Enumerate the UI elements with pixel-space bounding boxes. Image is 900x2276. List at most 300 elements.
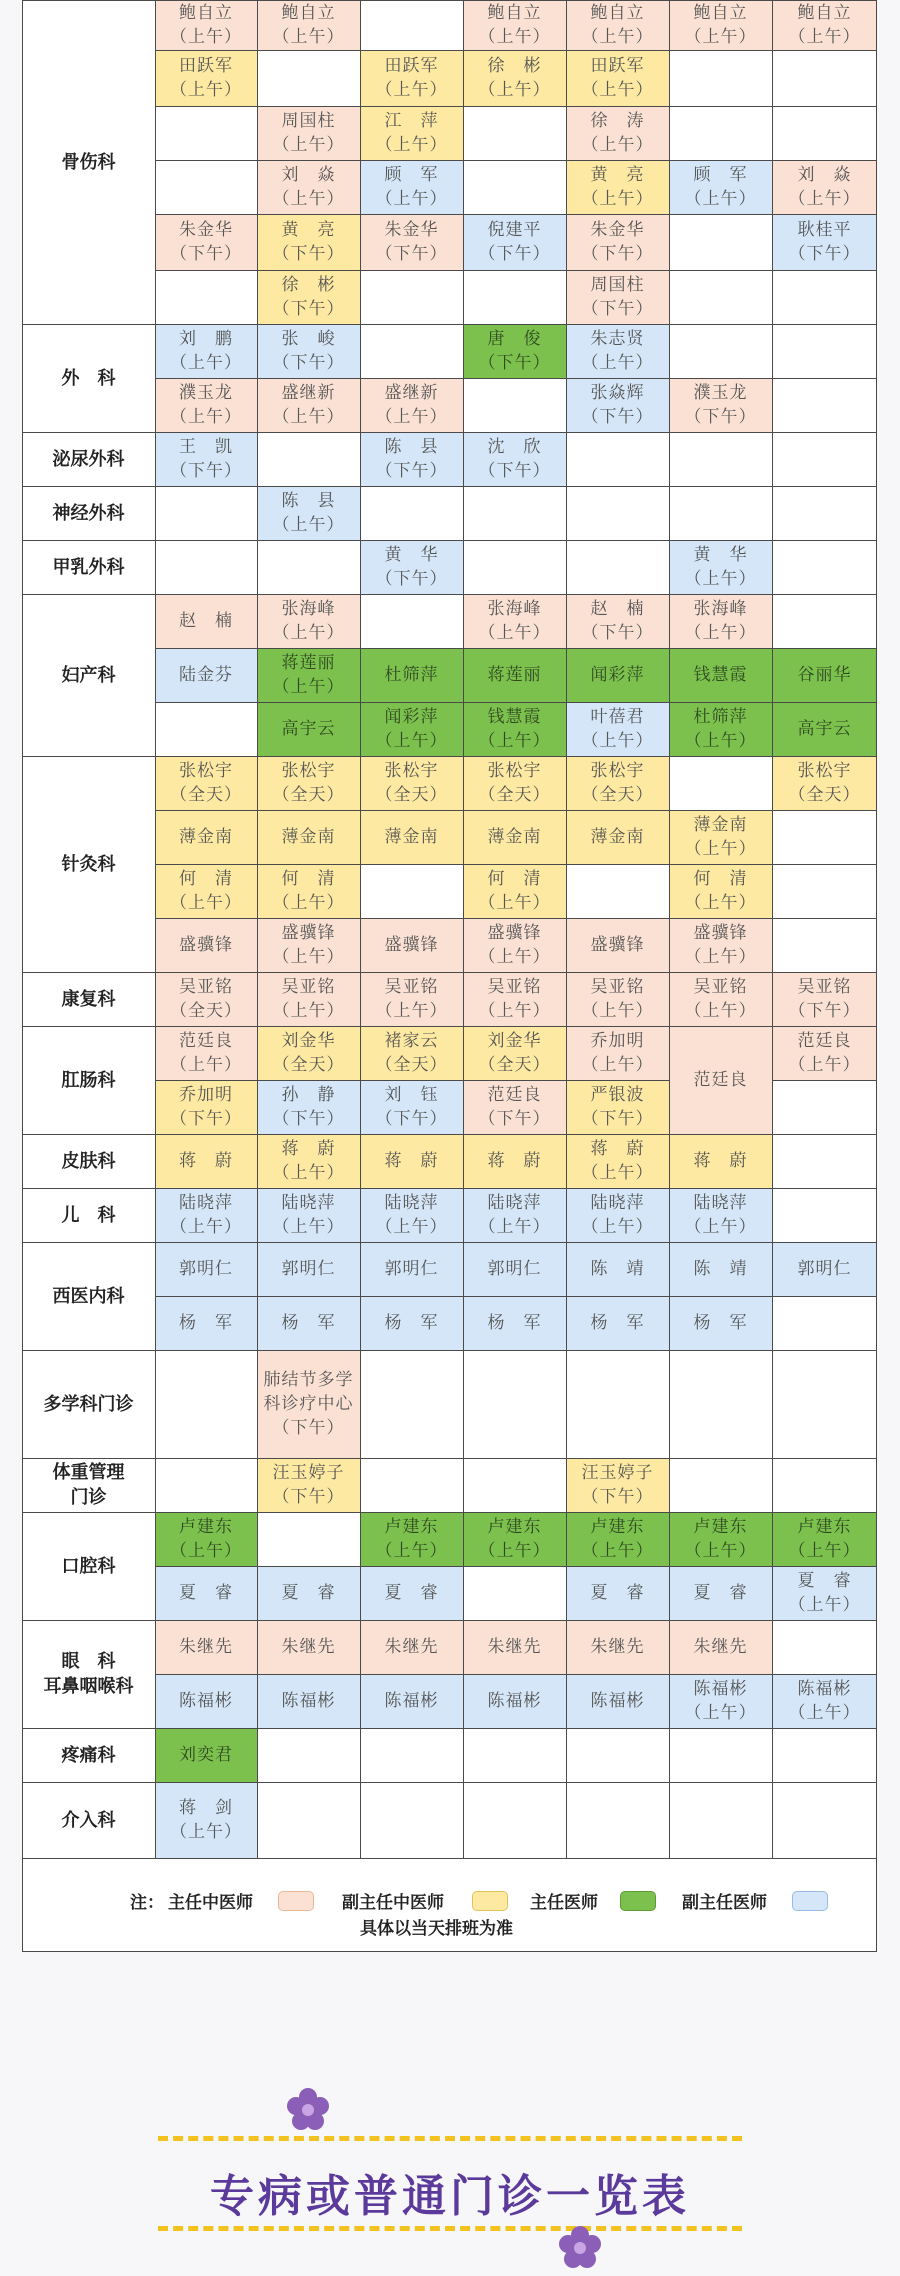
- doctor-name: 蒋 蔚: [281, 1139, 336, 1159]
- doctor-name: 徐 涛: [590, 111, 645, 131]
- legend-footnote: 具体以当天排班为准: [360, 1919, 513, 1939]
- schedule-cell: [566, 702, 669, 756]
- schedule-cell: [257, 214, 360, 270]
- schedule-cell: [257, 1080, 360, 1134]
- grid-line: [22, 324, 877, 325]
- section-title: 专病或普通门诊一览表: [210, 2171, 690, 2222]
- grid-line: [155, 50, 877, 51]
- schedule-cell: [257, 1566, 360, 1620]
- doctor-name: 徐 彬: [487, 56, 542, 76]
- schedule-cell: [155, 1728, 257, 1782]
- grid-line: [22, 1188, 877, 1189]
- legend-label-associate-chief: 副主任医师: [682, 1893, 767, 1913]
- session-time: （全天）: [272, 1055, 345, 1075]
- doctor-name: 黄 华: [384, 545, 439, 565]
- department-surgery: 外 科: [61, 367, 116, 389]
- legend-swatch-chief-tcm: [278, 1891, 314, 1911]
- legend-label-chief: 主任医师: [530, 1893, 598, 1913]
- session-time: （下午）: [272, 1109, 345, 1129]
- session-time: （下午）: [272, 353, 345, 373]
- department-acupuncture: 针灸科: [61, 853, 116, 875]
- department-pediatrics: 儿 科: [61, 1204, 116, 1226]
- doctor-name: 盛骥锋: [590, 935, 645, 955]
- schedule-cell: [566, 1458, 669, 1512]
- doctor-name: 耿桂平: [797, 220, 852, 240]
- doctor-name: 刘奕君: [179, 1745, 233, 1765]
- session-time: （上午）: [375, 80, 448, 100]
- doctor-name: 卢建东: [590, 1517, 645, 1537]
- schedule-cell: [772, 160, 877, 214]
- session-time: （下午）: [581, 407, 654, 427]
- schedule-cell: [155, 1512, 257, 1566]
- schedule-table: [22, 0, 877, 1952]
- schedule-cell: [257, 594, 360, 648]
- schedule-cell: [669, 378, 772, 432]
- session-time: （上午）: [684, 1001, 757, 1021]
- doctor-name: 张松宇: [487, 761, 542, 781]
- schedule-cell: [566, 1134, 669, 1188]
- schedule-cell: [257, 106, 360, 160]
- schedule-cell: [566, 648, 669, 702]
- session-time: （上午）: [272, 515, 345, 535]
- session-time: （下午）: [478, 244, 551, 264]
- session-time: （上午）: [684, 731, 757, 751]
- session-time: （上午）: [581, 1541, 654, 1561]
- doctor-name: 唐 俊: [487, 329, 542, 349]
- session-time: （上午）: [478, 623, 551, 643]
- doctor-name: 杨 军: [487, 1313, 542, 1333]
- doctor-name: 卢建东: [384, 1517, 439, 1537]
- session-time: （上午）: [684, 189, 757, 209]
- session-time: （上午）: [375, 1541, 448, 1561]
- session-time: （下午）: [375, 1109, 448, 1129]
- session-time: （上午）: [272, 407, 345, 427]
- schedule-cell: [669, 1512, 772, 1566]
- department-rehab: 康复科: [61, 988, 116, 1010]
- schedule-cell: [360, 972, 463, 1026]
- schedule-cell: [155, 432, 257, 486]
- schedule-cell: [257, 1620, 360, 1674]
- department-multidisciplinary: 多学科门诊: [43, 1393, 134, 1415]
- schedule-cell: [155, 0, 257, 50]
- schedule-cell: [257, 486, 360, 540]
- session-time: （上午）: [581, 731, 654, 751]
- doctor-name: 陈 靖: [693, 1259, 748, 1279]
- schedule-cell: [360, 1620, 463, 1674]
- schedule-cell: [360, 378, 463, 432]
- session-time: （上午）: [272, 623, 345, 643]
- session-time: （上午）: [170, 80, 242, 100]
- schedule-cell: [566, 756, 669, 810]
- schedule-cell: [155, 324, 257, 378]
- schedule-cell: [772, 648, 877, 702]
- doctor-name: 钱慧霞: [693, 665, 748, 685]
- schedule-cell: [155, 1134, 257, 1188]
- doctor-name: 倪建平: [487, 220, 542, 240]
- doctor-name: 陆晓萍: [487, 1193, 542, 1213]
- doctor-name: 薄金南: [384, 827, 439, 847]
- schedule-cell: [360, 648, 463, 702]
- doctor-name: 卢建东: [487, 1517, 542, 1537]
- schedule-cell: [566, 972, 669, 1026]
- doctor-name: 吴亚铭: [384, 977, 439, 997]
- doctor-name: 陆晓萍: [384, 1193, 439, 1213]
- grid-line: [22, 540, 877, 541]
- doctor-name: 郭明仁: [179, 1259, 233, 1279]
- doctor-name: 薄金南: [179, 827, 233, 847]
- doctor-name: 陈福彬: [179, 1691, 233, 1711]
- doctor-name: 朱金华: [179, 220, 233, 240]
- schedule-cell: [360, 1134, 463, 1188]
- schedule-cell: [257, 1026, 360, 1080]
- session-time: （上午）: [478, 731, 551, 751]
- grid-line: [669, 0, 670, 1858]
- session-time: （下午）: [272, 1487, 345, 1507]
- doctor-name: 何 清: [281, 869, 336, 889]
- doctor-name: 陆金芬: [179, 665, 233, 685]
- legend-swatch-associate-chief-tcm: [472, 1891, 508, 1911]
- doctor-name: 蒋莲丽: [487, 665, 542, 685]
- schedule-cell: [566, 378, 669, 432]
- dashed-divider-top: [158, 2136, 742, 2141]
- session-time: （上午）: [581, 353, 654, 373]
- doctor-name: 朱金华: [384, 220, 439, 240]
- doctor-name: 陆晓萍: [179, 1193, 233, 1213]
- grid-line: [772, 0, 773, 1858]
- schedule-cell: [566, 1026, 669, 1080]
- schedule-cell: [257, 0, 360, 50]
- session-time: （上午）: [581, 189, 654, 209]
- session-time: （上午）: [788, 189, 861, 209]
- doctor-name: 夏 睿: [797, 1571, 852, 1591]
- schedule-cell: [257, 1296, 360, 1350]
- session-time: （下午）: [272, 1418, 345, 1438]
- legend-note-prefix: 注：: [130, 1893, 164, 1913]
- doctor-name: 张海峰: [487, 599, 542, 619]
- doctor-name: 黄 亮: [281, 220, 336, 240]
- session-time: （上午）: [375, 407, 448, 427]
- session-time: （下午）: [170, 244, 242, 264]
- session-time: （全天）: [788, 785, 861, 805]
- schedule-cell: [669, 594, 772, 648]
- schedule-cell: [463, 864, 566, 918]
- doctor-name: 蒋 蔚: [693, 1151, 748, 1171]
- session-time: （全天）: [478, 1055, 551, 1075]
- session-time: （上午）: [684, 947, 757, 967]
- grid-line: [22, 1350, 877, 1351]
- doctor-name: 陆晓萍: [590, 1193, 645, 1213]
- schedule-cell: [360, 918, 463, 972]
- doctor-name: 闻彩萍: [590, 665, 645, 685]
- schedule-cell: [669, 1188, 772, 1242]
- doctor-name: 严银波: [590, 1085, 645, 1105]
- doctor-name: 朱继先: [487, 1637, 542, 1657]
- doctor-name: 汪玉婷子: [581, 1463, 654, 1483]
- doctor-name: 黄 亮: [590, 165, 645, 185]
- schedule-cell: [669, 648, 772, 702]
- schedule-cell: [669, 918, 772, 972]
- session-time: （下午）: [272, 299, 345, 319]
- doctor-name: 范廷良: [797, 1031, 852, 1051]
- session-time: （上午）: [170, 1822, 242, 1842]
- doctor-name: 杜筛萍: [384, 665, 439, 685]
- schedule-cell: [463, 0, 566, 50]
- schedule-cell: [257, 324, 360, 378]
- session-time: （上午）: [375, 189, 448, 209]
- doctor-name: 乔加明: [590, 1031, 645, 1051]
- schedule-cell: [772, 702, 877, 756]
- schedule-cell: [772, 1026, 877, 1080]
- doctor-name: 鲍自立: [487, 3, 542, 23]
- schedule-cell: [155, 1242, 257, 1296]
- doctor-name: 顾 军: [384, 165, 439, 185]
- doctor-name: 刘 钰: [384, 1085, 439, 1105]
- doctor-name: 濮玉龙: [179, 383, 233, 403]
- doctor-name: 鲍自立: [590, 3, 645, 23]
- schedule-cell: [669, 1134, 772, 1188]
- doctor-name: 朱志贤: [590, 329, 645, 349]
- session-time: （上午）: [788, 1703, 861, 1723]
- session-time: （上午）: [788, 1055, 861, 1075]
- doctor-name: 朱继先: [179, 1637, 233, 1657]
- schedule-cell: [772, 1242, 877, 1296]
- schedule-cell: [463, 1296, 566, 1350]
- doctor-name: 张海峰: [693, 599, 748, 619]
- grid-line: [22, 1242, 877, 1243]
- schedule-cell: [566, 594, 669, 648]
- session-time: （上午）: [684, 1217, 757, 1237]
- schedule-cell: [463, 1674, 566, 1728]
- session-time: （上午）: [478, 1217, 551, 1237]
- doctor-name: 蒋 蔚: [384, 1151, 439, 1171]
- session-time: （下午）: [581, 299, 654, 319]
- session-time: （上午）: [478, 893, 551, 913]
- schedule-cell: [257, 378, 360, 432]
- schedule-cell: [566, 324, 669, 378]
- schedule-cell: [669, 1296, 772, 1350]
- schedule-cell: [669, 160, 772, 214]
- schedule-cell: [566, 918, 669, 972]
- department-thyroid: 甲乳外科: [52, 556, 125, 578]
- session-time: （上午）: [581, 80, 654, 100]
- session-time: （上午）: [170, 353, 242, 373]
- grid-line: [22, 1858, 877, 1859]
- session-time: （全天）: [272, 785, 345, 805]
- schedule-cell: [257, 702, 360, 756]
- session-time: （上午）: [375, 135, 448, 155]
- doctor-name: 鲍自立: [693, 3, 748, 23]
- session-time: （上午）: [684, 839, 757, 859]
- schedule-cell: [155, 756, 257, 810]
- doctor-name: 张焱辉: [590, 383, 645, 403]
- doctor-name: 田跃军: [590, 56, 645, 76]
- session-time: （上午）: [272, 947, 345, 967]
- doctor-name: 夏 睿: [693, 1583, 748, 1603]
- legend-label-chief-tcm: 主任中医师: [168, 1893, 253, 1913]
- session-time: （上午）: [375, 1217, 448, 1237]
- doctor-name: 陆晓萍: [693, 1193, 748, 1213]
- grid-line: [566, 0, 567, 1858]
- doctor-name: 朱金华: [590, 220, 645, 240]
- schedule-cell: [257, 864, 360, 918]
- schedule-cell: [566, 1296, 669, 1350]
- department-western_internal: 西医内科: [52, 1285, 125, 1307]
- schedule-cell: [772, 1512, 877, 1566]
- legend: [22, 1876, 877, 1952]
- doctor-name: 鲍自立: [281, 3, 336, 23]
- doctor-name: 朱继先: [693, 1637, 748, 1657]
- doctor-name: 张松宇: [384, 761, 439, 781]
- schedule-cell: [360, 1188, 463, 1242]
- doctor-name: 刘金华: [487, 1031, 542, 1051]
- doctor-name: 夏 睿: [179, 1583, 233, 1603]
- doctor-name: 盛继新: [281, 383, 336, 403]
- doctor-name: 陈福彬: [797, 1679, 852, 1699]
- schedule-cell: [257, 1458, 360, 1512]
- session-time: （上午）: [170, 1055, 242, 1075]
- schedule-cell: [566, 214, 669, 270]
- schedule-cell: [155, 918, 257, 972]
- schedule-cell: [566, 0, 669, 50]
- session-time: （上午）: [272, 1163, 345, 1183]
- schedule-cell: [463, 432, 566, 486]
- doctor-name: 卢建东: [797, 1517, 852, 1537]
- schedule-cell: [257, 1350, 360, 1458]
- doctor-name: 蒋 蔚: [487, 1151, 542, 1171]
- session-time: （全天）: [170, 1001, 242, 1021]
- schedule-cell: [463, 1620, 566, 1674]
- schedule-cell: [155, 214, 257, 270]
- schedule-cell: [360, 50, 463, 106]
- schedule-cell: [463, 1026, 566, 1080]
- doctor-name: 孙 静: [281, 1085, 336, 1105]
- dashed-divider-bottom: [158, 2226, 742, 2231]
- schedule-cell: [566, 270, 669, 324]
- session-time: （上午）: [581, 135, 654, 155]
- doctor-name: 陈福彬: [487, 1691, 542, 1711]
- doctor-name: 乔加明: [179, 1085, 233, 1105]
- schedule-cell: [772, 756, 877, 810]
- schedule-cell: [155, 810, 257, 864]
- doctor-name: 夏 睿: [281, 1583, 336, 1603]
- session-time: （下午）: [581, 1487, 654, 1507]
- grid-line: [155, 378, 877, 379]
- session-time: （上午）: [170, 893, 242, 913]
- session-time: （上午）: [170, 1541, 242, 1561]
- doctor-name: 范廷良: [487, 1085, 542, 1105]
- grid-line: [22, 1782, 877, 1783]
- grid-line: [22, 1512, 877, 1513]
- schedule-cell: [463, 1080, 566, 1134]
- schedule-cell: [669, 702, 772, 756]
- department-pain: 疼痛科: [61, 1744, 116, 1766]
- session-time: （全天）: [581, 785, 654, 805]
- session-time: （下午）: [375, 461, 448, 481]
- grid-line: [155, 0, 156, 1858]
- session-time: （上午）: [581, 27, 654, 47]
- doctor-name: 钱慧霞: [487, 707, 542, 727]
- schedule-cell: [360, 1512, 463, 1566]
- doctor-name: 肺结节多学 科诊疗中心: [263, 1370, 354, 1414]
- legend-swatch-associate-chief: [792, 1891, 828, 1911]
- schedule-cell: [566, 1188, 669, 1242]
- session-time: （上午）: [170, 1217, 242, 1237]
- schedule-cell: [257, 1188, 360, 1242]
- schedule-cell: [669, 810, 772, 864]
- doctor-name: 薄金南: [590, 827, 645, 847]
- schedule-cell: [155, 594, 257, 648]
- schedule-cell: [360, 1080, 463, 1134]
- flower-icon: [556, 2224, 604, 2272]
- doctor-name: 陈 靖: [590, 1259, 645, 1279]
- doctor-name: 杜筛萍: [693, 707, 748, 727]
- schedule-cell: [772, 0, 877, 50]
- doctor-name: 陈福彬: [281, 1691, 336, 1711]
- flower-icon: [284, 2086, 332, 2134]
- doctor-name: 薄金南: [693, 815, 748, 835]
- session-time: （上午）: [684, 1541, 757, 1561]
- doctor-name: 张松宇: [590, 761, 645, 781]
- schedule-cell: [257, 972, 360, 1026]
- schedule-cell: [669, 0, 772, 50]
- doctor-name: 王 凯: [179, 437, 233, 457]
- doctor-name: 范廷良: [693, 1070, 748, 1090]
- schedule-cell: [566, 1566, 669, 1620]
- schedule-cell: [463, 702, 566, 756]
- schedule-cell: [257, 160, 360, 214]
- department-obgyn: 妇产科: [61, 664, 116, 686]
- grid-line: [22, 0, 23, 1952]
- department-anorectal: 肛肠科: [61, 1069, 116, 1091]
- schedule-cell: [566, 160, 669, 214]
- session-time: （上午）: [272, 135, 345, 155]
- doctor-name: 蒋 蔚: [590, 1139, 645, 1159]
- doctor-name: 蒋 蔚: [179, 1151, 233, 1171]
- doctor-name: 闻彩萍: [384, 707, 439, 727]
- schedule-cell: [463, 1188, 566, 1242]
- doctor-name: 蒋 剑: [179, 1798, 233, 1818]
- schedule-cell: [155, 378, 257, 432]
- session-time: （下午）: [478, 353, 551, 373]
- doctor-name: 何 清: [693, 869, 748, 889]
- doctor-name: 吴亚铭: [797, 977, 852, 997]
- doctor-name: 杨 军: [281, 1313, 336, 1333]
- doctor-name: 盛骥锋: [693, 923, 748, 943]
- doctor-name: 卢建东: [693, 1517, 748, 1537]
- session-time: （上午）: [788, 1541, 861, 1561]
- session-time: （上午）: [375, 731, 448, 751]
- session-time: （全天）: [375, 1055, 448, 1075]
- doctor-name: 杨 军: [384, 1313, 439, 1333]
- schedule-cell: [669, 540, 772, 594]
- schedule-cell: [669, 1674, 772, 1728]
- doctor-name: 吴亚铭: [179, 977, 233, 997]
- doctor-name: 刘 焱: [797, 165, 852, 185]
- grid-line: [22, 972, 877, 973]
- session-time: （上午）: [170, 27, 242, 47]
- doctor-name: 郭明仁: [797, 1259, 852, 1279]
- schedule-cell: [566, 1620, 669, 1674]
- doctor-name: 濮玉龙: [693, 383, 748, 403]
- doctor-name: 褚家云: [384, 1031, 439, 1051]
- session-time: （下午）: [581, 623, 654, 643]
- session-time: （上午）: [788, 1595, 861, 1615]
- session-time: （上午）: [581, 1217, 654, 1237]
- doctor-name: 刘 鹏: [179, 329, 233, 349]
- grid-line: [155, 1080, 669, 1081]
- doctor-name: 吴亚铭: [590, 977, 645, 997]
- doctor-name: 赵 楠: [590, 599, 645, 619]
